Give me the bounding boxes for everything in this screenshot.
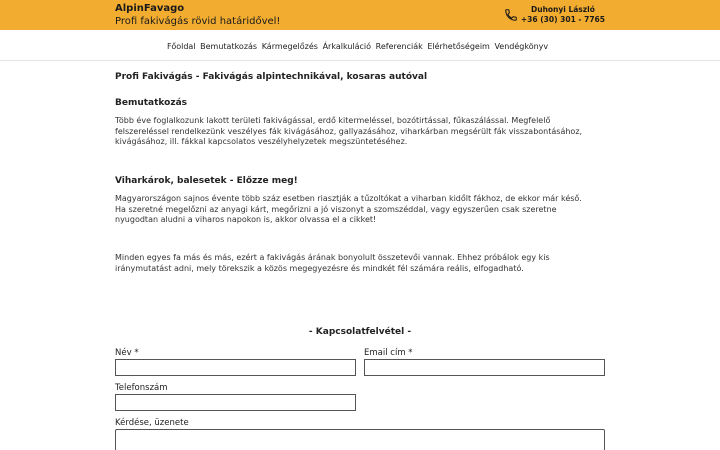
intro-heading: Bemutatkozás xyxy=(115,98,188,108)
brand-name[interactable]: AlpinFavago xyxy=(115,3,185,14)
nav-item-karmegelozes[interactable]: Kármegelőzés xyxy=(261,42,318,51)
contact-phone[interactable]: +36 (30) 301 - 7765 xyxy=(520,15,605,24)
nav-item-elerhetosegeim[interactable]: Elérhetőségeim xyxy=(427,42,490,51)
intro-paragraph: Több éve foglalkozunk lakott területi fakivágással, erdő kitermeléssel, bozótirtással, fűkaszálással. Megfelelő felszereléssel rendelkezünk veszélyes fák kivágásához, gallyazásához, viharkárban megsérült fák visszabontásához, kivágásához, ill. fákkal kapcsolatos veszélyhelyzetek megszüntetéséhez. xyxy=(115,116,583,146)
storm-paragraph: Magyarországon sajnos évente több száz esetben riasztják a tűzoltókat a viharban kidőlt fákhoz, de ekkor már késő. Ha szeretné megelőzni az anyagi kárt, megőrizni a jó viszonyt a szomszéddal, vagy egyszerűen csak szeretne nyugodtan aludni a viharos napokon is, akkor olvassa el a cikket! xyxy=(115,194,582,224)
price-paragraph: Minden egyes fa más és más, ezért a fakivágás árának bonyolult összetevői vannak. Ehhez próbálok egy kis iránymutatást adni, mely törekszik a közös megegyezésre és mindkét fél számára reális, elfogadható. xyxy=(115,253,550,273)
phone-label: Telefonszám xyxy=(115,383,168,393)
nav-item-referenciak[interactable]: Referenciák xyxy=(375,42,423,51)
contact-form-title: - Kapcsolatfelvétel - xyxy=(308,327,412,337)
brand-tagline: Profi fakivágás rövid határidővel! xyxy=(115,16,281,27)
message-textarea[interactable] xyxy=(115,429,605,450)
main-nav xyxy=(0,31,720,61)
phone-icon xyxy=(504,8,518,22)
name-label: Név * xyxy=(115,348,139,358)
contact-info xyxy=(521,5,605,25)
nav-item-fooldal[interactable]: Főoldal xyxy=(167,42,196,51)
email-input[interactable] xyxy=(364,359,605,376)
nav-item-arkalkulacio[interactable]: Árkalkuláció xyxy=(322,42,372,51)
nav-item-bemutatkozas[interactable]: Bemutatkozás xyxy=(200,42,258,51)
name-input[interactable] xyxy=(115,359,356,376)
page-title: Profi Fakivágás - Fakivágás alpintechnikával, kosaras autóval xyxy=(115,72,428,82)
header-bar xyxy=(0,0,720,30)
brand[interactable] xyxy=(115,3,280,28)
contact-name: Duhonyi László xyxy=(531,5,595,14)
message-label: Kérdése, üzenete xyxy=(115,418,189,428)
email-label: Email cím * xyxy=(364,348,413,358)
phone-input[interactable] xyxy=(115,394,356,411)
storm-heading: Viharkárok, balesetek - Előzze meg! xyxy=(115,176,298,186)
nav-item-vendegkonyv[interactable]: Vendégkönyv xyxy=(494,42,549,51)
